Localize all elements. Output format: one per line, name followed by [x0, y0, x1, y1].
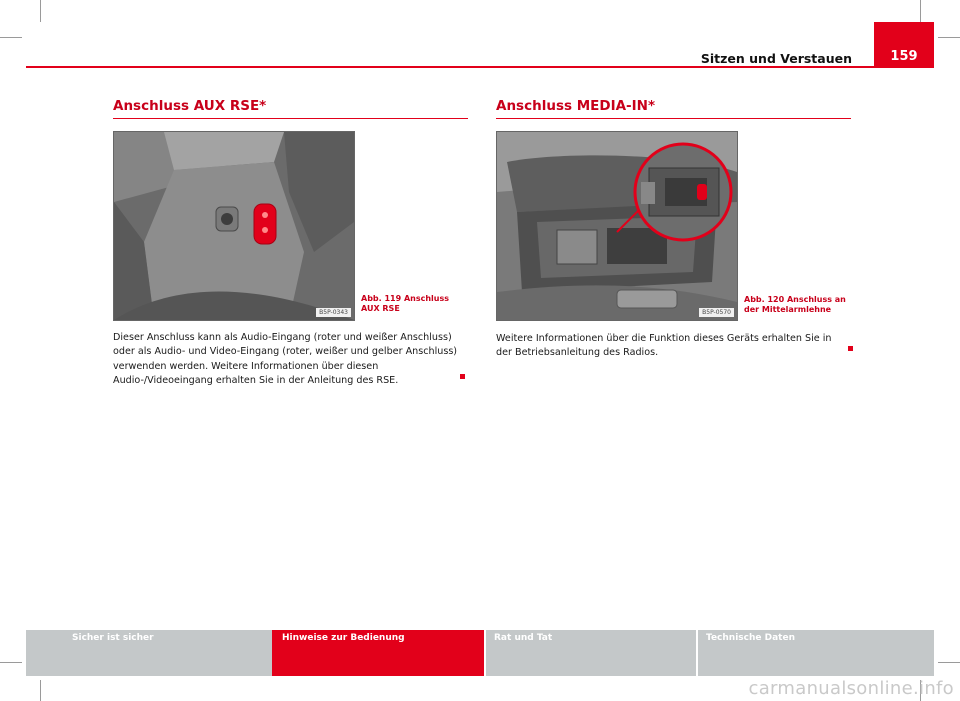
footer-navigation — [26, 630, 934, 676]
page-number: 159 — [890, 49, 918, 64]
crop-mark — [938, 662, 960, 663]
page-number-tab — [874, 22, 934, 68]
section-rule — [496, 118, 851, 119]
crop-mark — [0, 662, 22, 663]
figure-aux-rse — [113, 131, 355, 321]
nav-tab-technische-daten[interactable]: Technische Daten — [696, 630, 934, 676]
body-text-aux-rse: Dieser Anschluss kann als Audio-Eingang (roter und weißer Anschluss) oder als Audio- und Video-Eingang (roter, weißer und gelber Anschluss) verwenden werden. Weitere Informationen über diesen Audio-/Videoeingang erhalten Sie in der Anleitung des RSE. — [113, 332, 458, 387]
figure-media-in — [496, 131, 738, 321]
section-title-media-in: Anschluss MEDIA-IN* — [496, 98, 656, 114]
crop-mark — [40, 0, 41, 22]
media-in-illustration — [497, 132, 737, 320]
chapter-title: Sitzen und Verstauen — [700, 51, 852, 66]
header-rule — [26, 66, 934, 68]
figure-code: B5P-0570 — [699, 308, 734, 317]
section-rule — [113, 118, 468, 119]
body-text-media-in: Weitere Informationen über die Funktion dieses Geräts erhalten Sie in der Betriebsanleitung des Radios. — [496, 333, 832, 359]
end-of-section-mark — [460, 374, 465, 379]
crop-mark — [938, 37, 960, 38]
crop-mark — [0, 37, 22, 38]
nav-tab-rat-und-tat[interactable]: Rat und Tat — [484, 630, 696, 676]
aux-rse-illustration — [114, 132, 354, 320]
watermark: carmanualsonline.info — [748, 678, 954, 699]
crop-mark — [40, 680, 41, 701]
figure-code: B5P-0343 — [316, 308, 351, 317]
figure-caption-119: Abb. 119 Anschluss AUX RSE — [361, 294, 449, 313]
nav-tab-sicher-ist-sicher[interactable]: Sicher ist sicher — [26, 630, 272, 676]
nav-tab-hinweise-zur-bedienung[interactable]: Hinweise zur Bedienung — [272, 630, 484, 676]
crop-mark — [920, 0, 921, 22]
section-title-aux-rse: Anschluss AUX RSE* — [113, 98, 267, 114]
end-of-section-mark — [848, 346, 853, 351]
figure-caption-120: Abb. 120 Anschluss an der Mittelarmlehne — [744, 295, 846, 314]
